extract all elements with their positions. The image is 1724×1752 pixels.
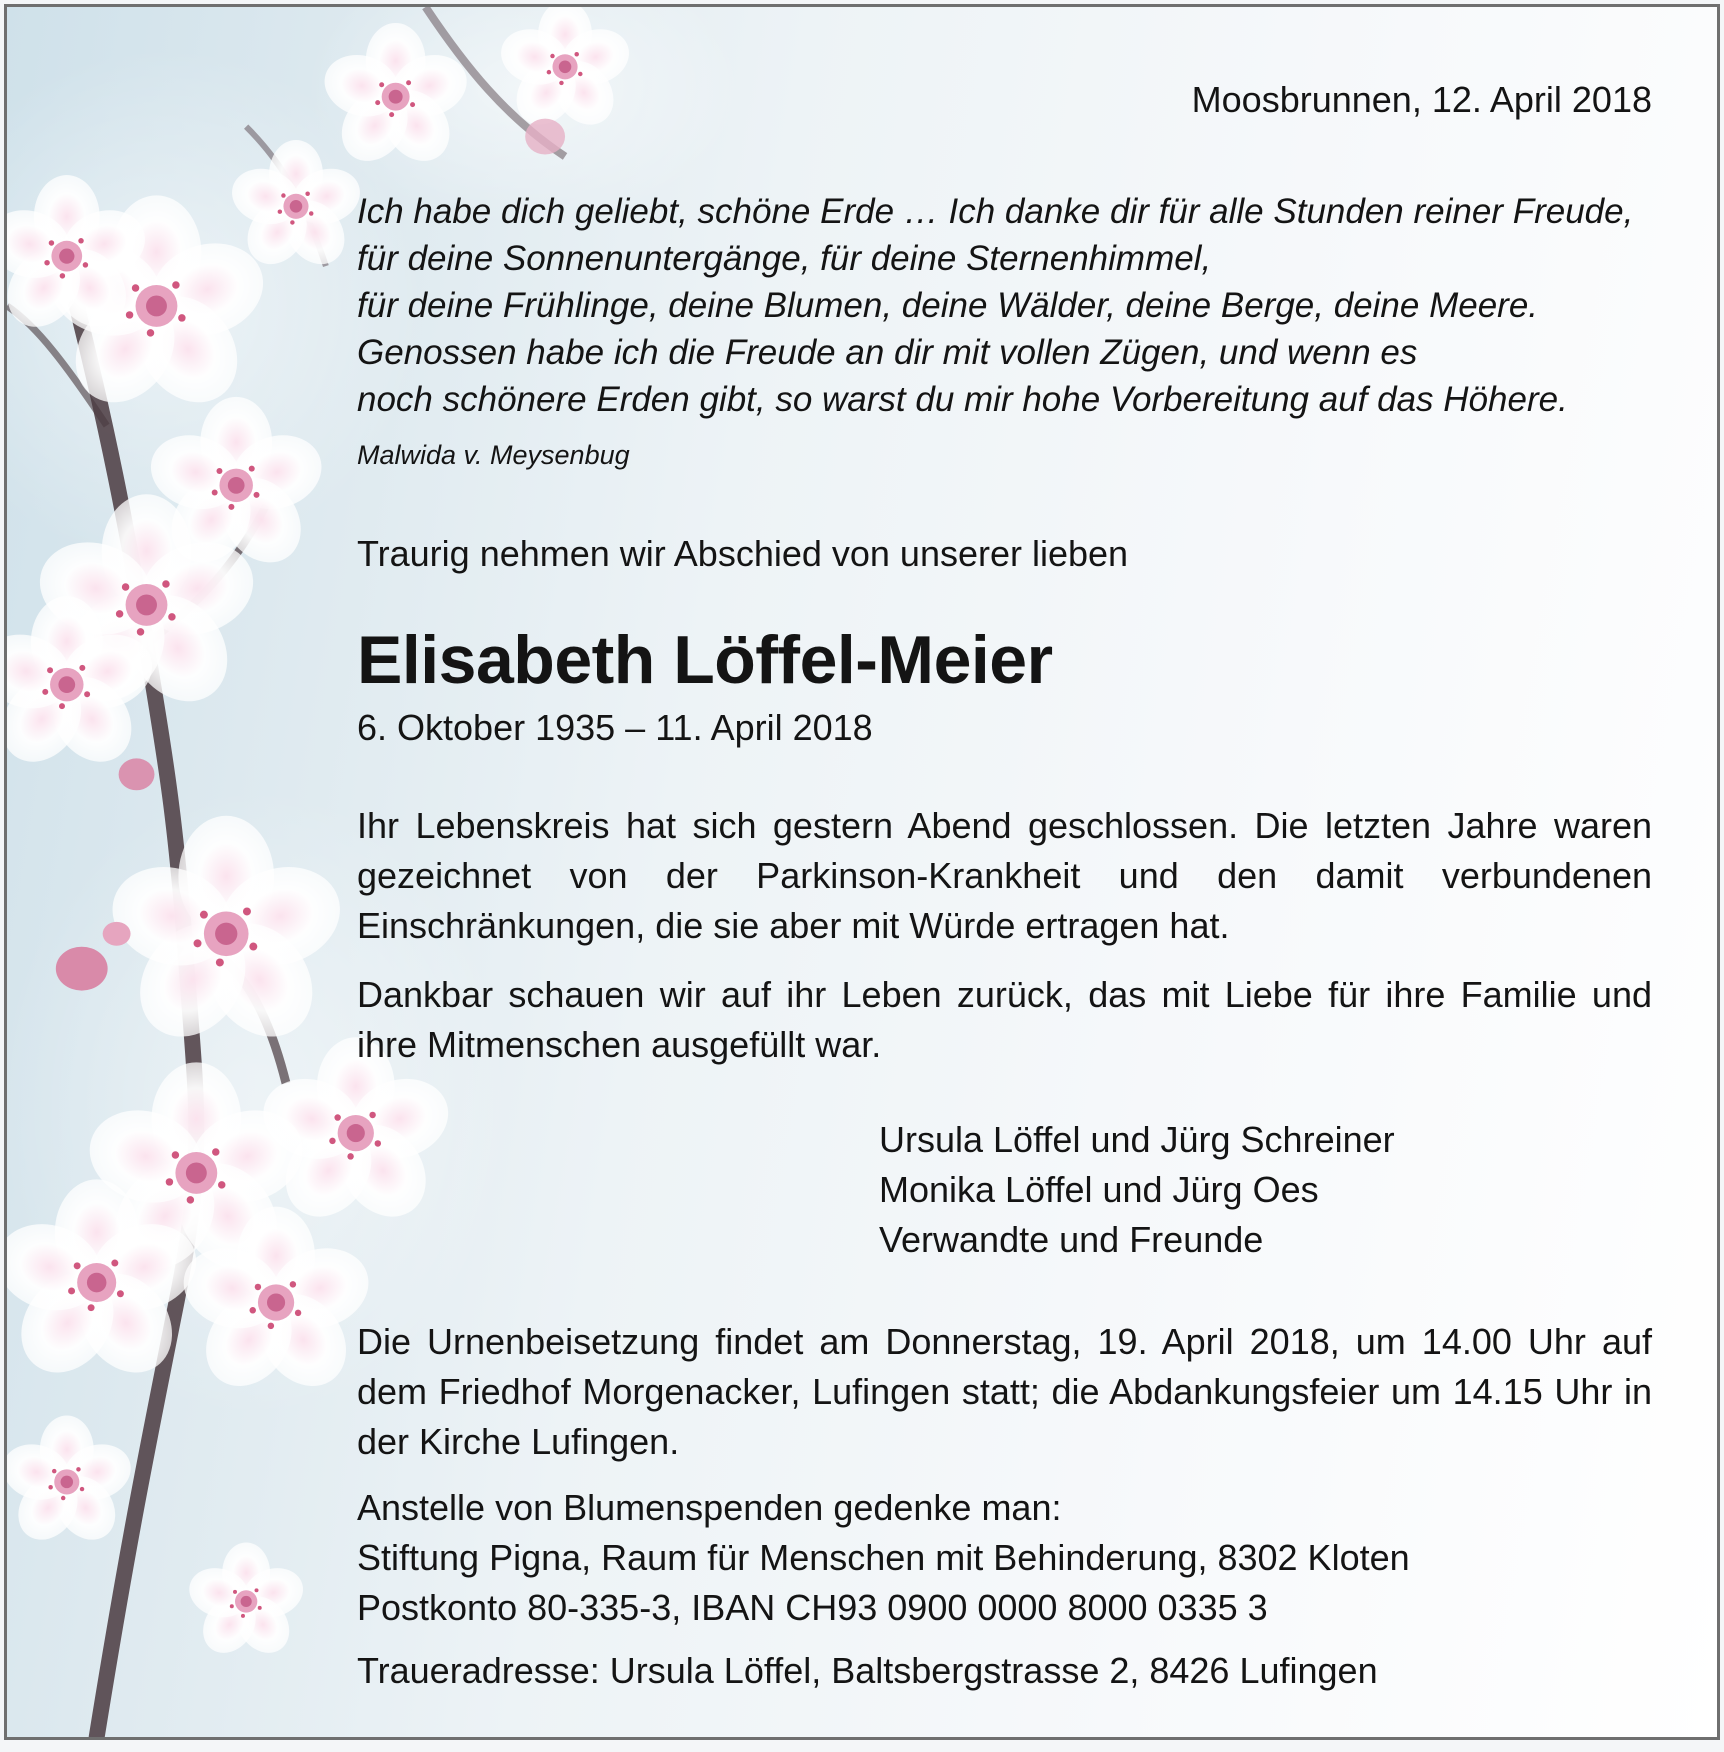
donation-line: Anstelle von Blumenspenden gedenke man: bbox=[357, 1487, 1062, 1528]
life-dates: 6. Oktober 1935 – 11. April 2018 bbox=[357, 707, 873, 748]
mourner-entry: Monika Löffel und Jürg Oes bbox=[879, 1169, 1319, 1210]
poem-line: Ich habe dich geliebt, schöne Erde … Ich danke dir für alle Stunden reiner Freude, bbox=[357, 192, 1634, 231]
donation-line: Postkonto 80-335-3, IBAN CH93 0900 0000 8000 0335 3 bbox=[357, 1587, 1268, 1628]
poem-line: Genossen habe ich die Freude an dir mit vollen Zügen, und wenn es bbox=[357, 333, 1418, 372]
life-paragraph: Ihr Lebenskreis hat sich gestern Abend geschlossen. Die letzten Jahre waren gezeichnet von der Parkinson-Krankheit und den damit verbundenen Einschränkungen, die sie aber mit Würde ertragen hat. bbox=[357, 805, 1652, 946]
poem-line: für deine Sonnenuntergänge, für deine Sternenhimmel, bbox=[357, 239, 1212, 278]
donation-line: Stiftung Pigna, Raum für Menschen mit Behinderung, 8302 Kloten bbox=[357, 1537, 1410, 1578]
poem-line: noch schönere Erden gibt, so warst du mir hohe Vorbereitung auf das Höhere. bbox=[357, 380, 1568, 419]
mourning-address: Traueradresse: Ursula Löffel, Baltsbergstrasse 2, 8426 Lufingen bbox=[357, 1650, 1378, 1691]
poem-line: für deine Frühlinge, deine Blumen, deine Wälder, deine Berge, deine Meere. bbox=[357, 286, 1539, 325]
obituary-notice bbox=[4, 4, 1720, 1740]
mourner-entry: Verwandte und Freunde bbox=[879, 1219, 1264, 1260]
gratitude-paragraph: Dankbar schauen wir auf ihr Leben zurück, das mit Liebe für ihre Familie und ihre Mitmenschen ausgefüllt war. bbox=[357, 974, 1652, 1065]
place-and-date: Moosbrunnen, 12. April 2018 bbox=[1191, 79, 1652, 120]
farewell-intro: Traurig nehmen wir Abschied von unserer lieben bbox=[357, 533, 1129, 574]
donation-info bbox=[357, 1483, 1410, 1633]
deceased-name: Elisabeth Löffel-Meier bbox=[357, 622, 1053, 698]
mourner-entry: Ursula Löffel und Jürg Schreiner bbox=[879, 1119, 1395, 1160]
ceremony-paragraph: Die Urnenbeisetzung findet am Donnerstag, 19. April 2018, um 14.00 Uhr auf dem Friedhof Morgenacker, Lufingen statt; die Abdankungsfeier um 14.15 Uhr in der Kirche Lufingen. bbox=[357, 1321, 1652, 1462]
poem-author: Malwida v. Meysenbug bbox=[357, 440, 630, 470]
mourners-list bbox=[879, 1115, 1395, 1265]
poem-quote bbox=[357, 188, 1633, 423]
